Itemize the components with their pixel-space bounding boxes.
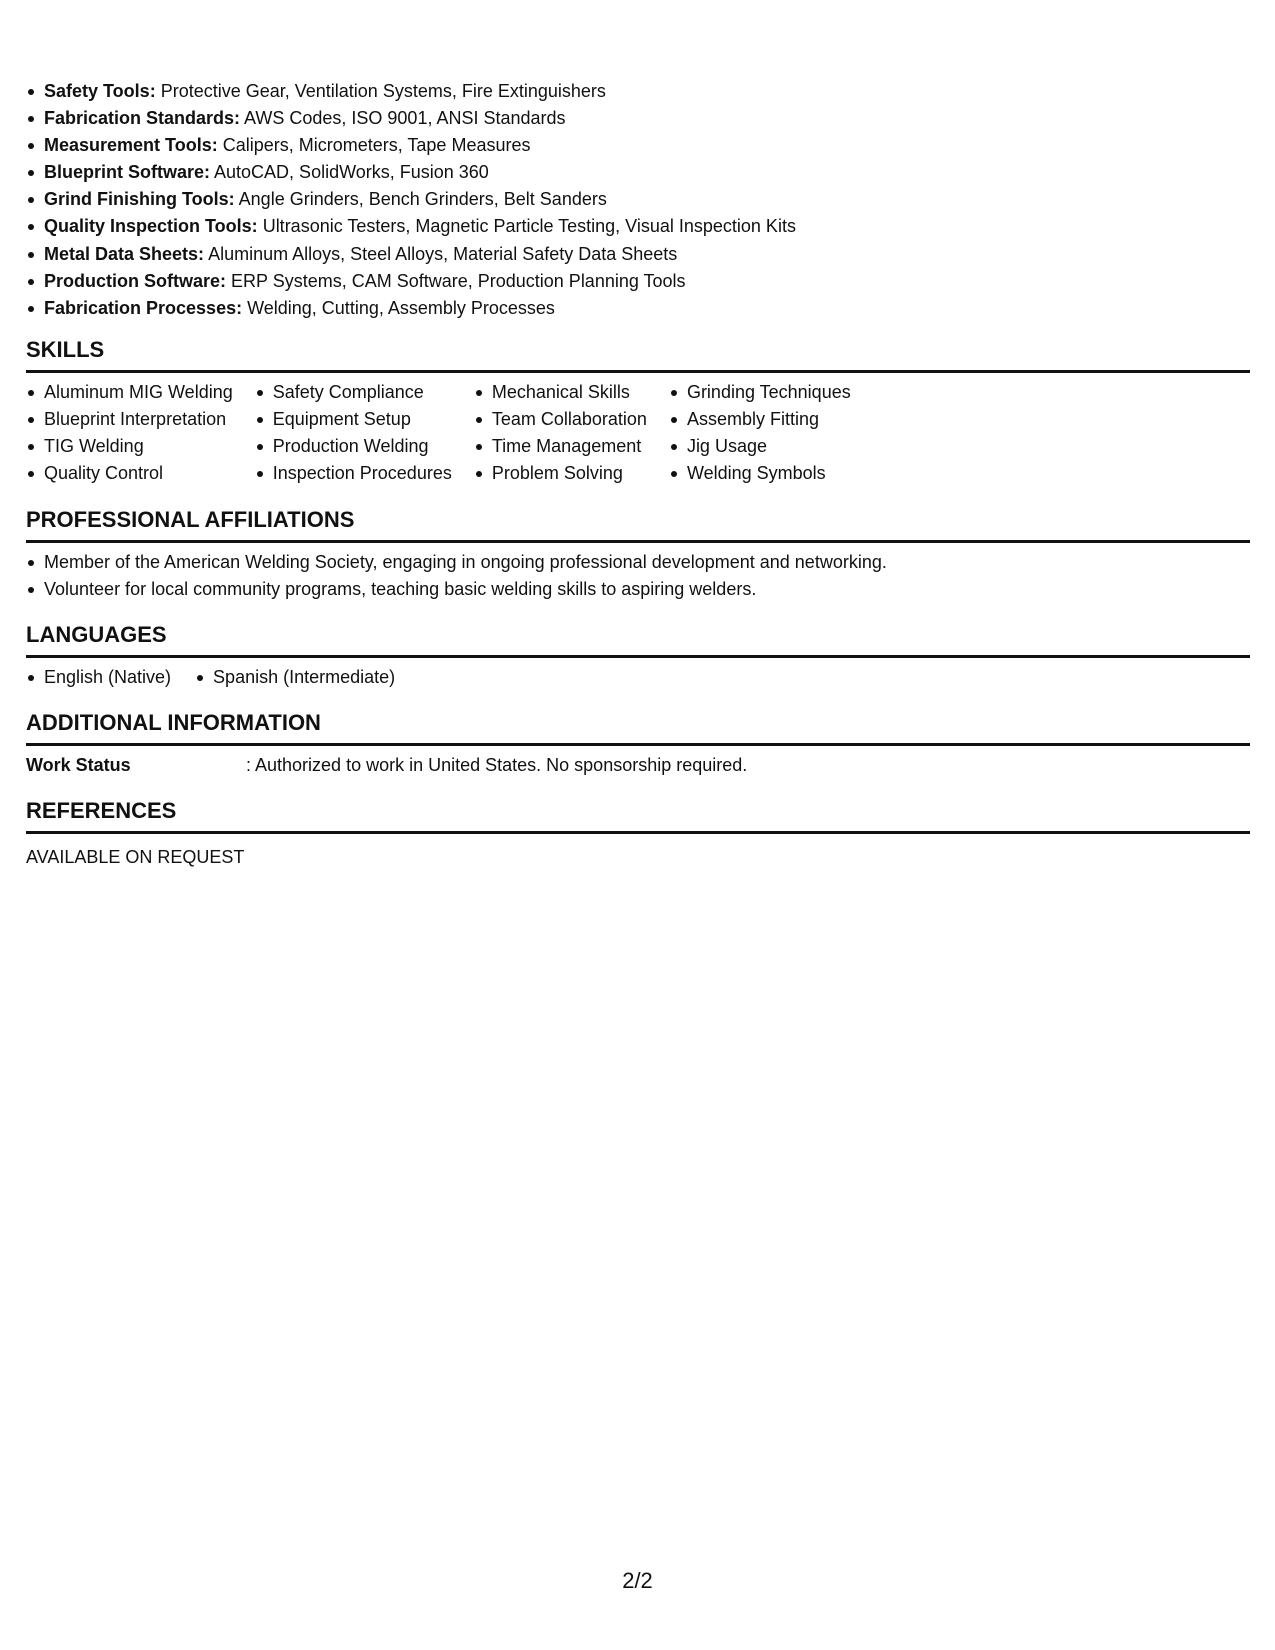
list-item (26, 268, 1250, 295)
list-item (26, 241, 1250, 268)
skill-item: Quality Control (26, 460, 233, 487)
skill-item: Inspection Procedures (255, 460, 452, 487)
tool-category-label: Measurement Tools: (44, 135, 218, 156)
skill-item: Assembly Fitting (669, 406, 851, 433)
info-value: : Authorized to work in United States. No sponsorship required. (246, 754, 748, 775)
tools-list (26, 78, 1250, 322)
references-text: AVAILABLE ON REQUEST (26, 846, 245, 867)
tool-category-value: AutoCAD, SolidWorks, Fusion 360 (210, 162, 489, 183)
list-item (26, 132, 1250, 159)
skills-column (474, 379, 647, 488)
languages-list (26, 664, 1250, 691)
skills-column (669, 379, 851, 488)
list-item (26, 105, 1250, 132)
page-number: 2/2 (622, 1568, 653, 1593)
tool-category-label: Blueprint Software: (44, 162, 211, 183)
tool-category-value: AWS Codes, ISO 9001, ANSI Standards (240, 108, 566, 129)
skills-column (255, 379, 452, 488)
skill-item: Jig Usage (669, 433, 851, 460)
skill-item: Equipment Setup (255, 406, 452, 433)
skill-item: Blueprint Interpretation (26, 406, 233, 433)
section-title: LANGUAGES (26, 621, 1250, 658)
section-title: PROFESSIONAL AFFILIATIONS (26, 506, 1250, 543)
section-title: SKILLS (26, 336, 1250, 373)
skill-item: Production Welding (255, 433, 452, 460)
resume-page (26, 78, 1250, 871)
tool-category-label: Production Software: (44, 270, 227, 291)
tool-category-label: Fabrication Processes: (44, 297, 243, 318)
tool-category-label: Fabrication Standards: (44, 108, 241, 129)
list-item (26, 159, 1250, 186)
skills-section (26, 336, 1250, 488)
skill-item: Problem Solving (474, 460, 647, 487)
skill-item: Safety Compliance (255, 379, 452, 406)
skill-item: TIG Welding (26, 433, 233, 460)
affiliations-section (26, 506, 1250, 603)
skills-grid (26, 379, 1250, 488)
work-status-row (26, 752, 1250, 779)
affiliation-item: Member of the American Welding Society, engaging in ongoing professional development and networking. (26, 549, 1250, 576)
tool-category-label: Grind Finishing Tools: (44, 189, 235, 210)
info-key: Work Status (26, 754, 131, 775)
section-title: ADDITIONAL INFORMATION (26, 709, 1250, 746)
tool-category-value: Protective Gear, Ventilation Systems, Fire Extinguishers (155, 81, 606, 101)
tool-category-value: Calipers, Micrometers, Tape Measures (217, 135, 531, 156)
list-item (26, 213, 1250, 240)
skill-item: Aluminum MIG Welding (26, 379, 233, 406)
tool-category-label: Safety Tools: (44, 81, 156, 101)
references-section (26, 797, 1250, 871)
tool-category-value: Angle Grinders, Bench Grinders, Belt Sanders (234, 189, 607, 210)
languages-section (26, 621, 1250, 691)
list-item (26, 186, 1250, 213)
language-item: English (Native) (26, 664, 171, 691)
language-item: Spanish (Intermediate) (195, 664, 395, 691)
tool-category-value: Aluminum Alloys, Steel Alloys, Material Safety Data Sheets (204, 243, 678, 264)
skill-item: Time Management (474, 433, 647, 460)
list-item (26, 78, 1250, 105)
skill-item: Grinding Techniques (669, 379, 851, 406)
tool-category-label: Metal Data Sheets: (44, 243, 205, 264)
skill-item: Team Collaboration (474, 406, 647, 433)
affiliations-list (26, 549, 1250, 603)
tool-category-value: Ultrasonic Testers, Magnetic Particle Testing, Visual Inspection Kits (257, 216, 796, 237)
list-item (26, 295, 1250, 322)
additional-info-section (26, 709, 1250, 779)
skill-item: Mechanical Skills (474, 379, 647, 406)
skill-item: Welding Symbols (669, 460, 851, 487)
tool-category-value: Welding, Cutting, Assembly Processes (242, 297, 555, 318)
skills-column (26, 379, 233, 488)
affiliation-item: Volunteer for local community programs, teaching basic welding skills to aspiring welders. (26, 576, 1250, 603)
tool-category-label: Quality Inspection Tools: (44, 216, 258, 237)
section-title: REFERENCES (26, 797, 1250, 834)
tool-category-value: ERP Systems, CAM Software, Production Planning Tools (226, 270, 686, 291)
